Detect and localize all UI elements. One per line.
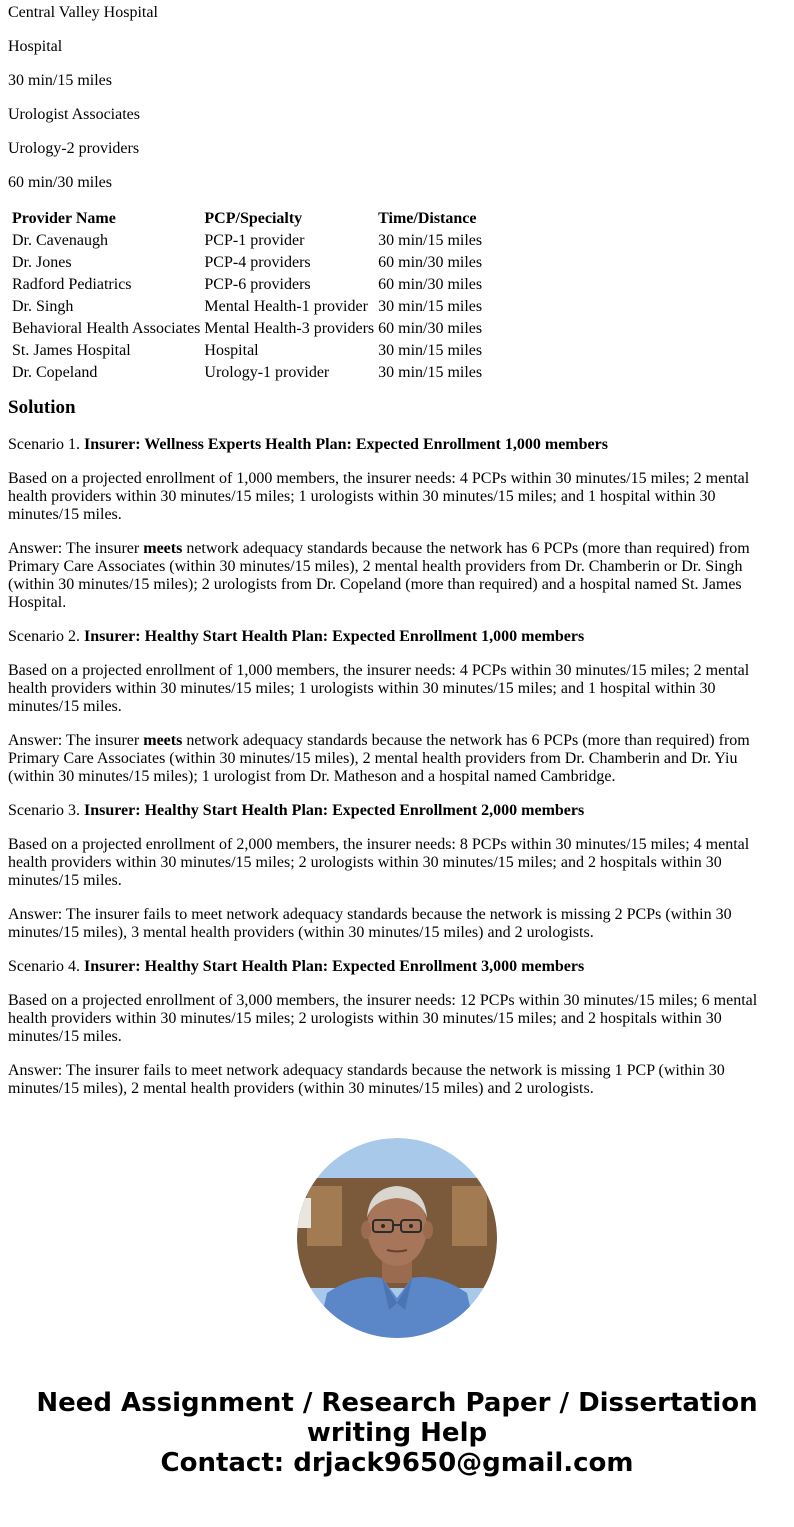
avatar-container [8,1138,786,1338]
scenario-insurer: Insurer: Healthy Start Health Plan: Expected Enrollment 2,000 members [83,802,585,819]
scenario-answer [8,540,786,612]
answer-verdict: meets [143,540,183,557]
promo-contact: Contact: drjack9650@gmail.com [160,1448,634,1478]
answer-rest: network adequacy standards because the network has 6 PCPs (more than required) from Primary Care Associates (within 30 minutes/15 miles), 2 mental health providers from Dr. Chamberin and Dr. Yiu (within 30 minutes/15 miles); 1 urologist from Dr. Matheson and a hospital named Cambridge. [8,732,750,785]
table-row [11,253,483,273]
distance-cell: 60 min/30 miles [378,254,483,271]
answer-rest: network adequacy standards because the network has 6 PCPs (more than required) from Primary Care Associates (within 30 minutes/15 miles), 2 mental health providers from Dr. Chamberin or Dr. Singh (within 30 minutes/15 miles); 2 urologists from Dr. Copeland (more than required) and a hospital named St. James Hospital. [8,540,750,611]
provider-name-cell: St. James Hospital [12,342,131,359]
scenario-label: Scenario 1. [8,436,80,453]
table-row [11,363,483,383]
intro-line: 60 min/30 miles [8,174,112,191]
distance-cell: 30 min/15 miles [378,364,483,381]
provider-name-cell: Dr. Jones [12,254,72,271]
scenario-title [8,958,786,976]
scenario-answer: Answer: The insurer fails to meet network adequacy standards because the network is missing 1 PCP (within 30 minutes/15 miles), 2 mental health providers (within 30 minutes/15 miles) and 2 urologists. [8,1062,725,1097]
provider-name-cell: Dr. Cavenaugh [12,232,108,249]
specialty-cell: PCP-6 providers [204,276,311,293]
provider-name-cell: Behavioral Health Associates [12,320,201,337]
specialty-cell: Mental Health-3 providers [204,320,375,337]
author-avatar [297,1138,497,1338]
answer-prefix: Answer: The insurer [8,540,144,557]
column-header: Time/Distance [378,210,477,227]
table-row [11,297,483,317]
scenario-label: Scenario 4. [8,958,80,975]
distance-cell: 30 min/15 miles [378,232,483,249]
distance-cell: 30 min/15 miles [378,342,483,359]
distance-cell: 60 min/30 miles [378,276,483,293]
promo-banner [8,1388,786,1478]
distance-cell: 60 min/30 miles [378,320,483,337]
document [0,4,794,1478]
intro-line: Hospital [8,38,63,55]
solution-heading: Solution [8,397,76,418]
scenario-needs: Based on a projected enrollment of 1,000 members, the insurer needs: 4 PCPs within 30 minutes/15 miles; 2 mental health providers within 30 minutes/15 miles; 1 urologists within 30 minutes/15 miles; and 1 hospital within 30 minutes/15 miles. [8,470,750,523]
intro-line: Urology-2 providers [8,140,140,157]
scenario-needs: Based on a projected enrollment of 2,000 members, the insurer needs: 8 PCPs within 30 minutes/15 miles; 4 mental health providers within 30 minutes/15 miles; 2 urologists within 30 minutes/15 miles; and 2 hospitals within 30 minutes/15 miles. [8,836,750,889]
intro-line: 30 min/15 miles [8,72,112,89]
intro-line: Urologist Associates [8,106,140,123]
scenario-insurer: Insurer: Wellness Experts Health Plan: Expected Enrollment 1,000 members [83,436,608,453]
scenario-answer: Answer: The insurer fails to meet network adequacy standards because the network is missing 2 PCPs (within 30 minutes/15 miles), 3 mental health providers (within 30 minutes/15 miles) and 2 urologists. [8,906,732,941]
answer-prefix: Answer: The insurer [8,732,144,749]
scenario-needs: Based on a projected enrollment of 1,000 members, the insurer needs: 4 PCPs within 30 minutes/15 miles; 2 mental health providers within 30 minutes/15 miles; 1 urologists within 30 minutes/15 miles; and 1 hospital within 30 minutes/15 miles. [8,662,750,715]
specialty-cell: Hospital [204,342,259,359]
specialty-cell: PCP-1 provider [204,232,305,249]
promo-headline: Need Assignment / Research Paper / Dissertation writing Help [36,1388,758,1448]
intro-line: Central Valley Hospital [8,4,158,21]
column-header: Provider Name [12,210,116,227]
scenario-insurer: Insurer: Healthy Start Health Plan: Expected Enrollment 1,000 members [83,628,585,645]
distance-cell: 30 min/15 miles [378,298,483,315]
table-row [11,231,483,251]
provider-name-cell: Radford Pediatrics [12,276,132,293]
scenario-insurer: Insurer: Healthy Start Health Plan: Expected Enrollment 3,000 members [83,958,585,975]
provider-name-cell: Dr. Singh [12,298,74,315]
provider-name-cell: Dr. Copeland [12,364,98,381]
provider-table [9,207,485,385]
column-header: PCP/Specialty [204,210,303,227]
scenario-title [8,628,786,646]
scenario-label: Scenario 2. [8,628,80,645]
answer-verdict: meets [143,732,183,749]
scenario-title [8,436,786,454]
specialty-cell: Urology-1 provider [204,364,330,381]
table-row [11,319,483,339]
scenario-needs: Based on a projected enrollment of 3,000 members, the insurer needs: 12 PCPs within 30 minutes/15 miles; 6 mental health providers within 30 minutes/15 miles; 2 urologists within 30 minutes/15 miles; and 2 hospitals within 30 minutes/15 miles. [8,992,758,1045]
scenario-answer [8,732,786,786]
table-row [11,341,483,361]
table-row [11,275,483,295]
specialty-cell: Mental Health-1 provider [204,298,368,315]
scenario-title [8,802,786,820]
table-header-row [11,209,483,229]
scenario-label: Scenario 3. [8,802,80,819]
specialty-cell: PCP-4 providers [204,254,311,271]
